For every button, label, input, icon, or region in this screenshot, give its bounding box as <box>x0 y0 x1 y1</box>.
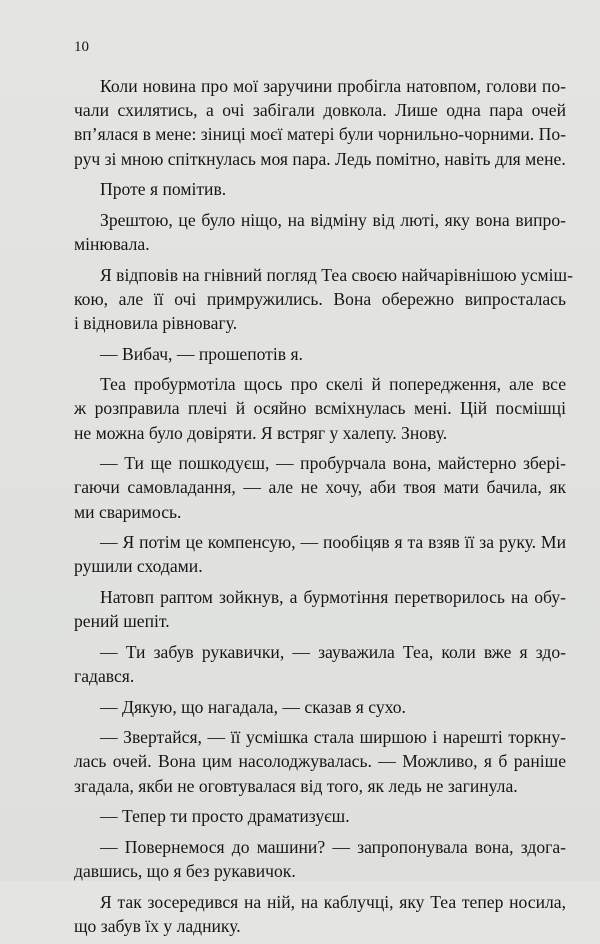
text-line: рений шепіт. <box>74 611 170 632</box>
text-line: вп’ялася в мене: зіниці моєї матері були чорнильно-чорними. По- <box>74 124 566 145</box>
page-number: 10 <box>74 39 89 55</box>
text-line: — Повернемося до машини? — запропонувала вона, здога- <box>100 836 566 857</box>
text-line: — Тепер ти просто драматизуєш. <box>100 806 350 827</box>
text-line: згадала, якби не оговтувалася від того, як ледь не загинула. <box>74 775 518 796</box>
paragraph <box>74 530 566 578</box>
text-line: гаючи самовладання, — але не хочу, аби твоя мати бачила, як <box>74 477 566 498</box>
text-line: ж розправила плечі й осяйно всміхнулась мені. Цій посмішці <box>74 398 566 419</box>
text-line: і відновила рівновагу. <box>74 313 238 333</box>
text-line: лась очей. Вона цим насолоджувалась. — Можливо, я б раніше <box>74 751 566 772</box>
text-line: — Ти забув рукавички, — зауважила Теа, коли вже я здо- <box>100 641 566 662</box>
paragraph <box>74 177 566 201</box>
text-line: — Звертайся, — її усмішка стала ширшою і нарешті торкну- <box>100 727 566 748</box>
text-line: давшись, що я без рукавичок. <box>74 860 296 881</box>
text-line: руч зі мною спіткнулась моя пара. Ледь помітно, навіть для мене. <box>74 148 566 169</box>
body-text <box>74 74 573 944</box>
text-line: Зрештою, це було ніщо, на відміну від люті, яку вона випро- <box>100 209 566 230</box>
text-line: — Вибач, — прошепотів я. <box>100 343 303 364</box>
text-line: рушили сходами. <box>74 556 203 577</box>
text-line: — Ти ще пошкодуєш, — пробурчала вона, майстерно зберi- <box>100 453 566 474</box>
paragraph <box>74 372 566 445</box>
paragraph <box>74 263 573 336</box>
paragraph <box>74 804 566 828</box>
paragraph <box>74 208 566 256</box>
text-line: кою, але її очі примружились. Вона обережно випросталась <box>74 288 566 309</box>
paragraph <box>74 640 566 688</box>
text-line: мінювала. <box>74 234 150 254</box>
text-line: Проте я помітив. <box>100 179 227 200</box>
text-line: Теа пробурмотіла щось про скелі й попередження, але все <box>100 374 566 395</box>
text-line: Я так зосередився на ній, на каблучці, яку Теа тепер носила, <box>100 891 566 912</box>
paragraph <box>74 695 566 719</box>
text-line: чали схилятись, а очі забігали довкола. Лише одна пара очей <box>74 100 566 121</box>
text-line: Я відповів на гнівний погляд Теа своєю найчарівнішою усміш- <box>100 264 573 285</box>
paragraph <box>74 74 566 171</box>
text-line: що забув їх у ладнику. <box>74 915 241 936</box>
paragraph <box>74 725 566 798</box>
paragraph <box>74 890 566 938</box>
paragraph <box>74 451 566 524</box>
text-line: Коли новина про мої заручини пробігла натовпом, голови по- <box>100 76 566 96</box>
paragraph <box>74 585 566 633</box>
paragraph <box>74 342 566 366</box>
text-line: гадався. <box>74 665 135 686</box>
text-line: — Дякую, що нагадала, — сказав я сухо. <box>100 696 406 717</box>
paragraph <box>74 835 566 883</box>
text-line: — Я потім це компенсую, — пообіцяв я та взяв її за руку. Ми <box>100 532 566 553</box>
text-line: ми сваримось. <box>74 501 182 522</box>
text-line: Натовп раптом зойкнув, а бурмотіння перетворилось на обу- <box>100 586 566 607</box>
text-line: не можна було довіряти. Я встряг у халепу. Знову. <box>74 422 448 443</box>
